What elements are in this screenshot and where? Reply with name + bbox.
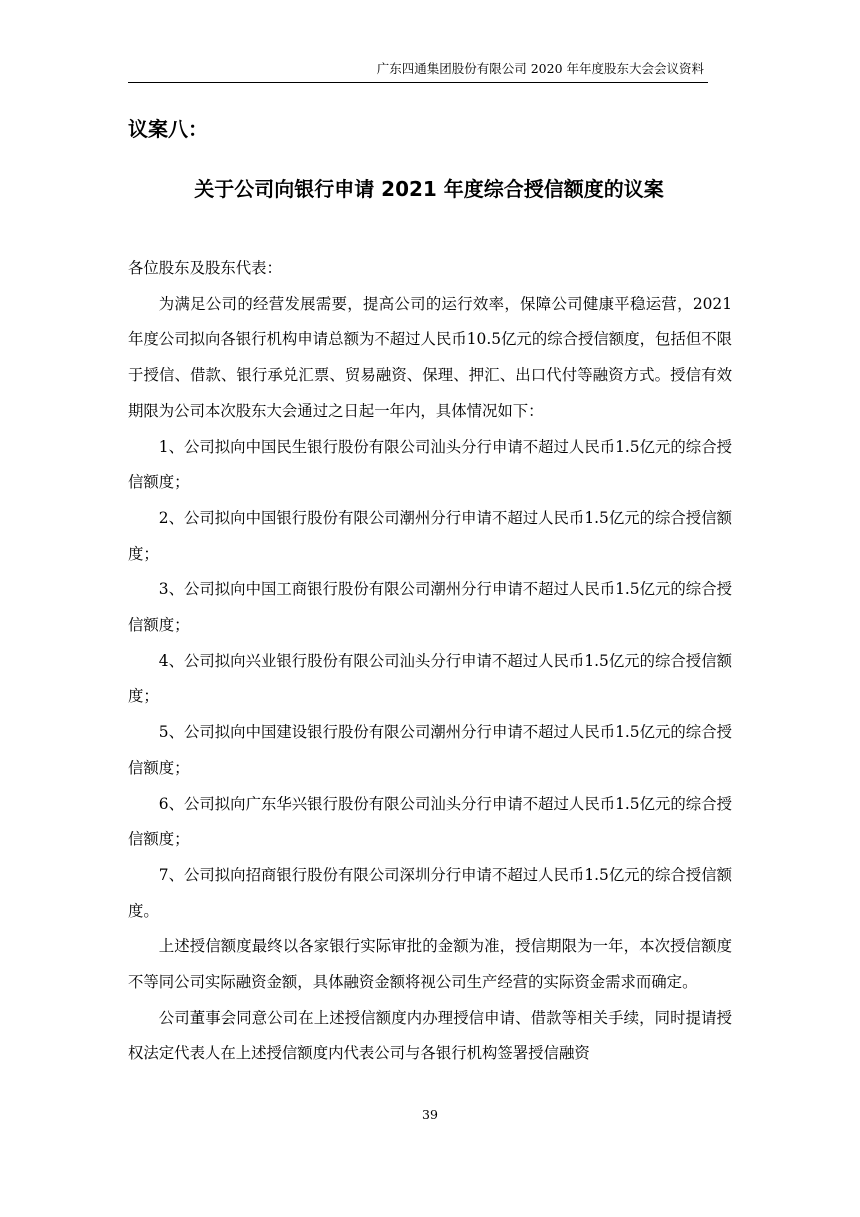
list-item: 7、公司拟向招商银行股份有限公司深圳分行申请不超过人民币1.5亿元的综合授信额度。	[128, 865, 732, 920]
document-body	[128, 251, 732, 1072]
final-amount-paragraph: 上述授信额度最终以各家银行实际审批的金额为准，授信期限为一年，本次授信额度不等同公司实际融资金额，具体融资金额将视公司生产经营的实际资金需求而确定。	[128, 937, 732, 992]
greeting: 各位股东及股东代表：	[128, 259, 282, 277]
page-number: 39	[422, 1107, 438, 1122]
running-header	[128, 58, 708, 83]
motion-label: 议案八：	[128, 117, 208, 141]
list-item: 6、公司拟向广东华兴银行股份有限公司汕头分行申请不超过人民币1.5亿元的综合授信额度；	[128, 794, 732, 849]
list-item: 3、公司拟向中国工商银行股份有限公司潮州分行申请不超过人民币1.5亿元的综合授信额度；	[128, 580, 732, 635]
board-paragraph: 公司董事会同意公司在上述授信额度内办理授信申请、借款等相关手续，同时提请授权法定代表人在上述授信额度内代表公司与各银行机构签署授信融资	[128, 1008, 732, 1063]
header-text: 广东四通集团股份有限公司 2020 年年度股东大会会议资料	[376, 61, 704, 76]
list-item: 2、公司拟向中国银行股份有限公司潮州分行申请不超过人民币1.5亿元的综合授信额度；	[128, 508, 732, 563]
list-item: 1、公司拟向中国民生银行股份有限公司汕头分行申请不超过人民币1.5亿元的综合授信额度；	[128, 437, 732, 492]
list-item: 4、公司拟向兴业银行股份有限公司汕头分行申请不超过人民币1.5亿元的综合授信额度；	[128, 651, 732, 706]
intro-paragraph: 为满足公司的经营发展需要，提高公司的运行效率，保障公司健康平稳运营，2021年度公司拟向各银行机构申请总额为不超过人民币10.5亿元的综合授信额度，包括但不限于授信、借款、银行承兑汇票、贸易融资、保理、押汇、出口代付等融资方式。授信有效期限为公司本次股东大会通过之日起一年内，具体情况如下：	[128, 294, 732, 420]
document-title: 关于公司向银行申请 2021 年度综合授信额度的议案	[194, 177, 664, 201]
list-item: 5、公司拟向中国建设银行股份有限公司潮州分行申请不超过人民币1.5亿元的综合授信额度；	[128, 723, 732, 777]
